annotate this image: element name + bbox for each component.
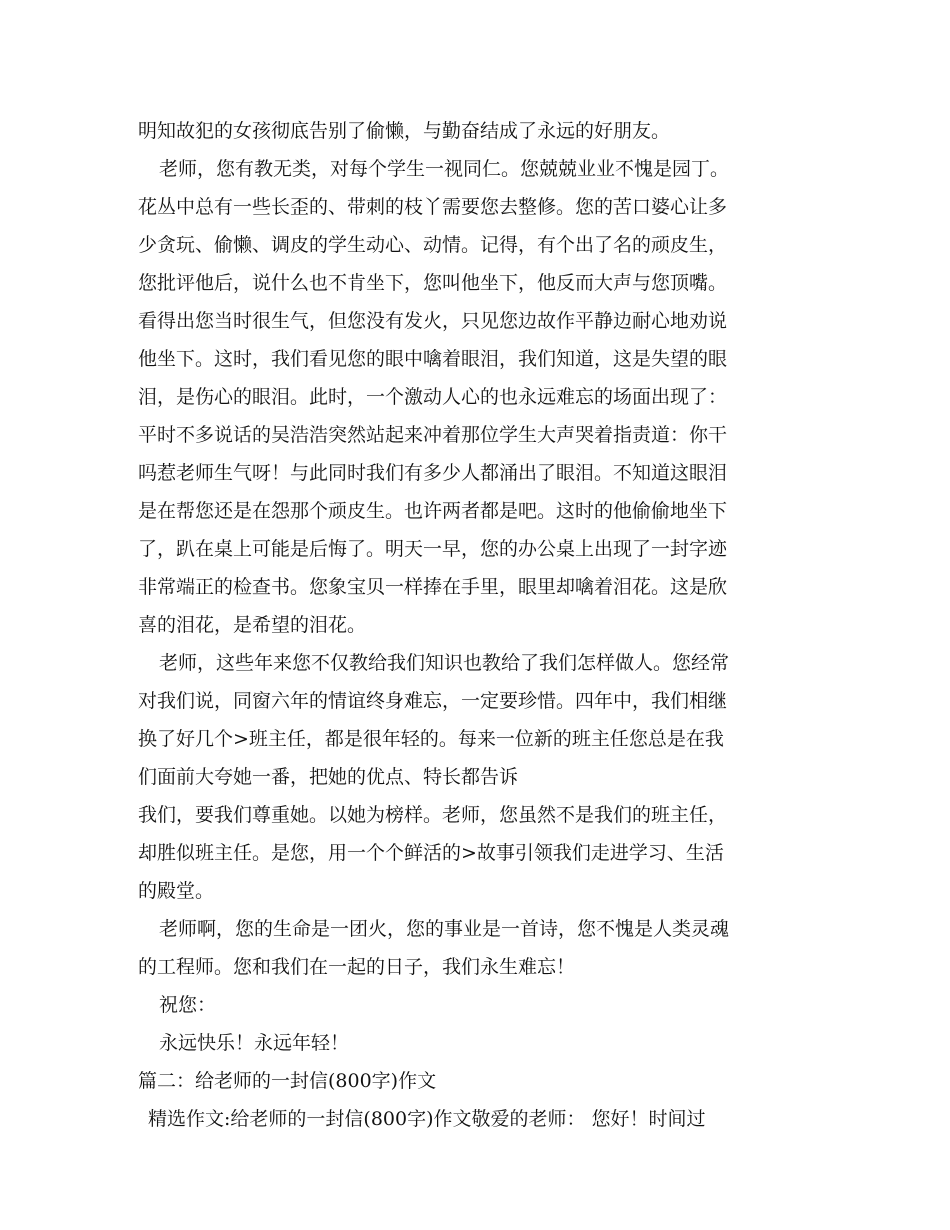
closing-wish-line: 永远快乐！永远年轻！ [159, 1032, 350, 1054]
text-line: 他坐下。这时，我们看见您的眼中噙着眼泪，我们知道，这是失望的眼 [138, 348, 728, 370]
text-line: 对我们说，同窗六年的情谊终身难忘，一定要珍惜。四年中，我们相继 [138, 690, 728, 712]
text-line: 们面前大夸她一番，把她的优点、特长都告诉 [138, 766, 519, 788]
paragraph-start-line: 老师啊，您的生命是一团火，您的事业是一首诗，您不愧是人类灵魂 [159, 918, 730, 940]
text-line: 换了好几个>班主任，都是很年轻的。每来一位新的班主任您总是在我 [138, 728, 724, 750]
text-line: 明知故犯的女孩彻底告别了偷懒，与勤奋结成了永远的好朋友。 [138, 120, 671, 142]
paragraph-start-line: 老师，这些年来您不仅教给我们知识也教给了我们怎样做人。您经常 [159, 652, 730, 674]
text-line: 泪，是伤心的眼泪。此时，一个激动人心的也永远难忘的场面出现了： [138, 386, 728, 408]
text-line: 喜的泪花，是希望的泪花。 [138, 614, 367, 636]
text-line: 的工程师。您和我们在一起的日子，我们永生难忘！ [138, 956, 576, 978]
text-line: 的殿堂。 [138, 880, 215, 902]
paragraph-start-line: 老师，您有教无类，对每个学生一视同仁。您兢兢业业不愧是园丁。 [159, 158, 730, 180]
text-line: 非常端正的检查书。您象宝贝一样捧在手里，眼里却噙着泪花。这是欣 [138, 576, 728, 598]
text-line: 是在帮您还是在怨那个顽皮生。也许两者都是吧。这时的他偷偷地坐下 [138, 500, 728, 522]
text-line: 花丛中总有一些长歪的、带刺的枝丫需要您去整修。您的苦口婆心让多 [138, 196, 728, 218]
excerpt-intro-line: 精选作文:给老师的一封信(800字)作文敬爱的老师： 您好！时间过 [148, 1108, 706, 1130]
text-line: 吗惹老师生气呀！与此同时我们有多少人都涌出了眼泪。不知道这眼泪 [138, 462, 728, 484]
text-line: 看得出您当时很生气，但您没有发火，只见您边故作平静边耐心地劝说 [138, 310, 728, 332]
text-line: 我们，要我们尊重她。以她为榜样。老师，您虽然不是我们的班主任， [138, 804, 728, 826]
text-line: 少贪玩、偷懒、调皮的学生动心、动情。记得，有个出了名的顽皮生， [138, 234, 728, 256]
text-line: 您批评他后，说什么也不肯坐下，您叫他坐下，他反而大声与您顶嘴。 [138, 272, 728, 294]
section-title: 篇二：给老师的一封信(800字)作文 [138, 1070, 437, 1092]
text-line: 了，趴在桌上可能是后悔了。明天一早，您的办公桌上出现了一封字迹 [138, 538, 728, 560]
salutation-line: 祝您： [159, 994, 217, 1016]
text-line: 平时不多说话的吴浩浩突然站起来冲着那位学生大声哭着指责道：你干 [138, 424, 728, 446]
essay-body [138, 112, 818, 1138]
text-line: 却胜似班主任。是您，用一个个鲜活的>故事引领我们走进学习、生活 [138, 842, 724, 864]
